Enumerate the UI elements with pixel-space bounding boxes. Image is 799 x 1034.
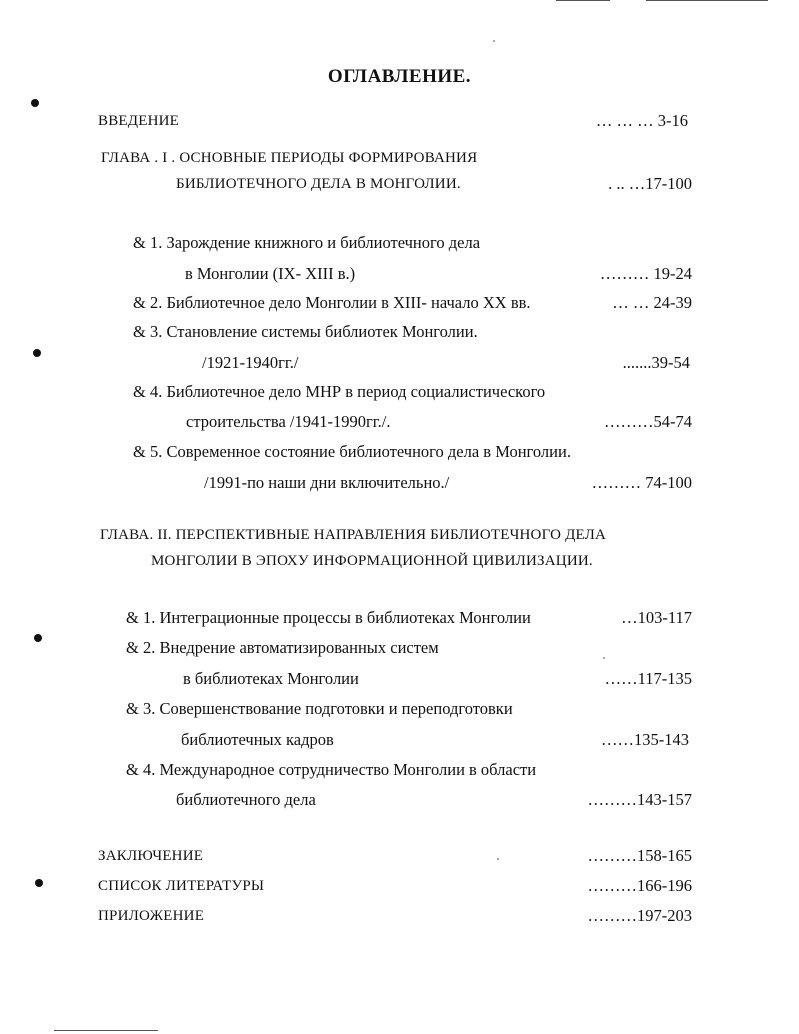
section-2-4-line1: & 4. Международное сотрудничество Монголии в области <box>126 760 537 779</box>
punch-hole-mark <box>34 634 42 642</box>
toc-appendix-pages: ………197-203 <box>587 906 692 925</box>
section-1-5-pages: ……… 74-100 <box>591 473 692 492</box>
page-title: ОГЛАВЛЕНИЕ. <box>327 66 472 87</box>
scan-speck <box>603 657 605 659</box>
toc-intro-label: ВВЕДЕНИЕ <box>98 113 179 129</box>
section-2-4-pages: ………143-157 <box>587 790 692 809</box>
section-1-3-line1: & 3. Становление системы библиотек Монголии. <box>133 322 478 341</box>
section-1-4-pages: ………54-74 <box>604 412 692 431</box>
section-1-1-line2: в Монголии (IX- XIII в.) <box>185 264 356 283</box>
scan-line-top-1 <box>556 0 610 1</box>
section-2-4-line2: библиотечного дела <box>176 790 316 809</box>
section-1-3-pages: .......39-54 <box>622 353 690 372</box>
scan-speck <box>493 40 495 42</box>
toc-conclusion-label: ЗАКЛЮЧЕНИЕ <box>98 848 204 864</box>
toc-bibliography-pages: ………166-196 <box>587 876 692 895</box>
scan-line-bottom <box>54 1030 158 1031</box>
section-2-3-pages: ……135-143 <box>601 730 689 749</box>
section-2-1-line1: & 1. Интеграционные процессы в библиотеках Монголии <box>126 608 531 627</box>
section-2-2-line1: & 2. Внедрение автоматизированных систем <box>126 638 439 657</box>
section-1-2-pages: … … 24-39 <box>612 293 692 312</box>
toc-bibliography-label: СПИСОК ЛИТЕРАТУРЫ <box>98 878 265 894</box>
chapter-1-title-line2: БИБЛИОТЕЧНОГО ДЕЛА В МОНГОЛИИ. <box>176 176 461 192</box>
punch-hole-mark <box>33 349 41 357</box>
chapter-2-title-line2: МОНГОЛИИ В ЭПОХУ ИНФОРМАЦИОННОЙ ЦИВИЛИЗАЦИИ. <box>151 553 593 569</box>
toc-intro-pages: … … … 3-16 <box>595 111 688 130</box>
section-1-1-line1: & 1. Зарождение книжного и библиотечного дела <box>133 233 481 252</box>
chapter-1-title-line1: ГЛАВА . I . ОСНОВНЫЕ ПЕРИОДЫ ФОРМИРОВАНИЯ <box>101 150 478 166</box>
toc-conclusion-pages: ………158-165 <box>587 846 692 865</box>
section-1-2-line1: & 2. Библиотечное дело Монголии в XIII- начало XX вв. <box>133 293 531 312</box>
section-2-3-line1: & 3. Совершенствование подготовки и переподготовки <box>126 699 513 718</box>
section-2-2-line2: в библиотеках Монголии <box>183 669 359 688</box>
scan-speck <box>497 858 499 860</box>
toc-appendix-label: ПРИЛОЖЕНИЕ <box>98 908 205 924</box>
section-1-1-pages: ……… 19-24 <box>599 264 692 283</box>
punch-hole-mark <box>35 879 43 887</box>
chapter-1-pages: . .. …17-100 <box>608 174 692 193</box>
section-1-4-line2: строительства /1941-1990гг./. <box>186 412 391 431</box>
section-1-3-line2: /1921-1940гг./ <box>202 353 299 372</box>
section-1-4-line1: & 4. Библиотечное дело МНР в период социалистического <box>133 382 546 401</box>
section-2-1-pages: …103-117 <box>621 608 692 627</box>
section-2-3-line2: библиотечных кадров <box>181 730 334 749</box>
scan-line-top-2 <box>646 0 768 1</box>
punch-hole-mark <box>31 99 39 107</box>
chapter-2-title-line1: ГЛАВА. II. ПЕРСПЕКТИВНЫЕ НАПРАВЛЕНИЯ БИБЛИОТЕЧНОГО ДЕЛА <box>100 527 607 543</box>
section-1-5-line2: /1991-по наши дни включительно./ <box>204 473 450 492</box>
section-2-2-pages: ……117-135 <box>604 669 692 688</box>
section-1-5-line1: & 5. Современное состояние библиотечного дела в Монголии. <box>133 442 571 461</box>
